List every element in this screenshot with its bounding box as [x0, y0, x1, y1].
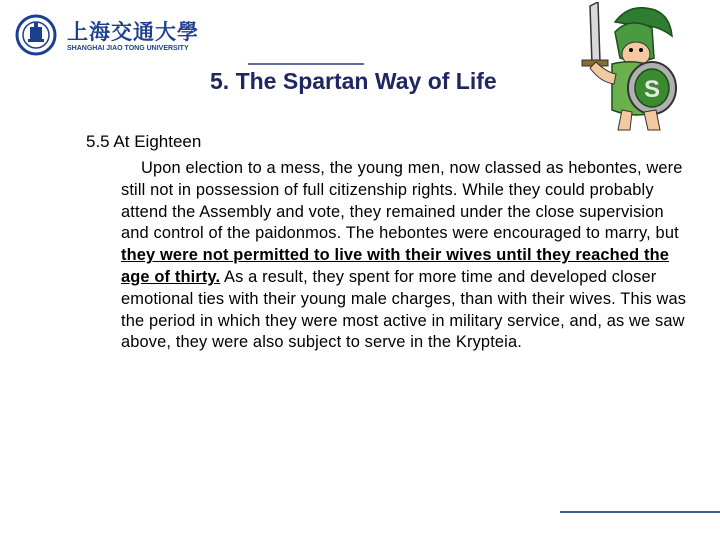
footer-rule: [560, 511, 720, 513]
university-name-chinese: 上海交通大學: [67, 19, 199, 44]
paragraph-text-after: As a result, they spent for more time and developed closer emotional ties with their young male charges, than with their wives. This was the period in which they were most active in military service, and, as we saw above, they were also subject to serve in the Krypteia.: [121, 267, 687, 352]
university-logo: [15, 14, 199, 58]
body-paragraph: [121, 158, 687, 354]
section-heading: 5.5 At Eighteen: [86, 132, 202, 151]
svg-text:S: S: [644, 76, 661, 103]
spartan-mascot-icon: [560, 2, 695, 132]
paragraph-text-before: Upon election to a mess, the young men, now classed as hebontes, were still not in possession of full citizenship rights. While they could probably attend the Assembly and vote, they remained under the close supervision and control of the paidonmos. The hebontes were encouraged to marry, but: [121, 159, 683, 243]
paragraph-emphasis: they were not permitted to live with their wives until they reached the age of thirty.: [121, 246, 670, 286]
university-seal-icon: [15, 14, 57, 56]
page-title: 5. The Spartan Way of Life: [210, 68, 497, 94]
university-name-english: SHANGHAI JIAO TONG UNIVERSITY: [67, 45, 189, 52]
title-rule: [248, 63, 364, 65]
